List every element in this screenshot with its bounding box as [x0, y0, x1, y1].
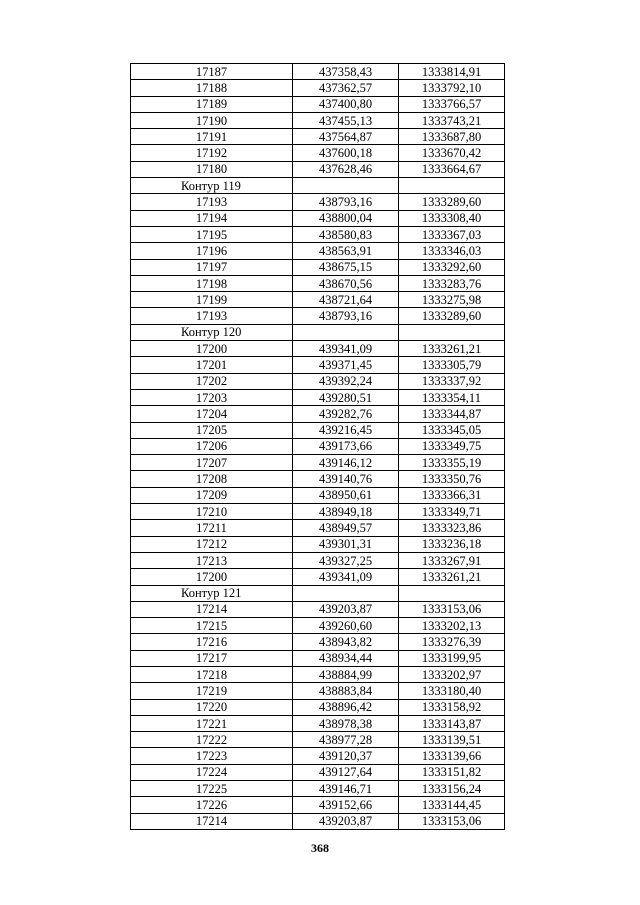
y-coordinate-cell: 1333743,21: [399, 112, 505, 128]
point-number-cell: 17222: [131, 732, 293, 748]
y-coordinate-cell: 1333814,91: [399, 64, 505, 80]
x-coordinate-cell: 438949,18: [293, 504, 399, 520]
contour-label: Контур 121: [131, 585, 293, 601]
y-coordinate-cell: 1333156,24: [399, 781, 505, 797]
point-number-cell: 17187: [131, 64, 293, 80]
table-row: [131, 552, 505, 568]
x-coordinate-cell: 439301,31: [293, 536, 399, 552]
table-row: [131, 389, 505, 405]
table-row: [131, 618, 505, 634]
point-number-cell: 17224: [131, 764, 293, 780]
y-coordinate-cell: 1333664,67: [399, 161, 505, 177]
x-coordinate-cell: 439152,66: [293, 797, 399, 813]
empty-cell: [399, 324, 505, 340]
x-coordinate-cell: 438884,99: [293, 666, 399, 682]
y-coordinate-cell: 1333345,05: [399, 422, 505, 438]
point-number-cell: 17212: [131, 536, 293, 552]
table-row: [131, 699, 505, 715]
contour-header-row: [131, 178, 505, 194]
y-coordinate-cell: 1333792,10: [399, 80, 505, 96]
empty-cell: [293, 585, 399, 601]
point-number-cell: 17194: [131, 210, 293, 226]
y-coordinate-cell: 1333346,03: [399, 243, 505, 259]
point-number-cell: 17202: [131, 373, 293, 389]
coordinates-table: [130, 63, 505, 830]
y-coordinate-cell: 1333289,60: [399, 194, 505, 210]
point-number-cell: 17219: [131, 683, 293, 699]
table-row: [131, 748, 505, 764]
x-coordinate-cell: 439203,87: [293, 601, 399, 617]
point-number-cell: 17198: [131, 275, 293, 291]
point-number-cell: 17207: [131, 455, 293, 471]
table-row: [131, 308, 505, 324]
x-coordinate-cell: 439216,45: [293, 422, 399, 438]
x-coordinate-cell: 438675,15: [293, 259, 399, 275]
table-row: [131, 226, 505, 242]
table-row: [131, 601, 505, 617]
x-coordinate-cell: 439327,25: [293, 552, 399, 568]
point-number-cell: 17220: [131, 699, 293, 715]
x-coordinate-cell: 438896,42: [293, 699, 399, 715]
y-coordinate-cell: 1333202,13: [399, 618, 505, 634]
table-row: [131, 129, 505, 145]
table-row: [131, 666, 505, 682]
contour-label: Контур 119: [131, 178, 293, 194]
x-coordinate-cell: 439280,51: [293, 389, 399, 405]
x-coordinate-cell: 439127,64: [293, 764, 399, 780]
table-row: [131, 813, 505, 829]
x-coordinate-cell: 437400,80: [293, 96, 399, 112]
x-coordinate-cell: 438793,16: [293, 194, 399, 210]
x-coordinate-cell: 438721,64: [293, 292, 399, 308]
y-coordinate-cell: 1333289,60: [399, 308, 505, 324]
point-number-cell: 17180: [131, 161, 293, 177]
point-number-cell: 17204: [131, 406, 293, 422]
point-number-cell: 17193: [131, 194, 293, 210]
table-row: [131, 487, 505, 503]
x-coordinate-cell: 437564,87: [293, 129, 399, 145]
empty-cell: [293, 324, 399, 340]
table-row: [131, 569, 505, 585]
y-coordinate-cell: 1333283,76: [399, 275, 505, 291]
point-number-cell: 17206: [131, 438, 293, 454]
point-number-cell: 17226: [131, 797, 293, 813]
y-coordinate-cell: 1333199,95: [399, 650, 505, 666]
point-number-cell: 17195: [131, 226, 293, 242]
table-row: [131, 357, 505, 373]
table-row: [131, 292, 505, 308]
y-coordinate-cell: 1333305,79: [399, 357, 505, 373]
point-number-cell: 17197: [131, 259, 293, 275]
y-coordinate-cell: 1333202,97: [399, 666, 505, 682]
point-number-cell: 17223: [131, 748, 293, 764]
table-row: [131, 797, 505, 813]
y-coordinate-cell: 1333292,60: [399, 259, 505, 275]
table-row: [131, 471, 505, 487]
y-coordinate-cell: 1333323,86: [399, 520, 505, 536]
x-coordinate-cell: 437600,18: [293, 145, 399, 161]
x-coordinate-cell: 437362,57: [293, 80, 399, 96]
y-coordinate-cell: 1333158,92: [399, 699, 505, 715]
point-number-cell: 17213: [131, 552, 293, 568]
y-coordinate-cell: 1333153,06: [399, 601, 505, 617]
point-number-cell: 17191: [131, 129, 293, 145]
point-number-cell: 17208: [131, 471, 293, 487]
table-row: [131, 145, 505, 161]
x-coordinate-cell: 439371,45: [293, 357, 399, 373]
point-number-cell: 17214: [131, 601, 293, 617]
x-coordinate-cell: 439392,24: [293, 373, 399, 389]
point-number-cell: 17211: [131, 520, 293, 536]
table-row: [131, 112, 505, 128]
y-coordinate-cell: 1333261,21: [399, 569, 505, 585]
x-coordinate-cell: 439282,76: [293, 406, 399, 422]
empty-cell: [399, 178, 505, 194]
y-coordinate-cell: 1333349,71: [399, 504, 505, 520]
point-number-cell: 17200: [131, 341, 293, 357]
x-coordinate-cell: 438580,83: [293, 226, 399, 242]
table-row: [131, 520, 505, 536]
y-coordinate-cell: 1333139,66: [399, 748, 505, 764]
table-row: [131, 634, 505, 650]
y-coordinate-cell: 1333139,51: [399, 732, 505, 748]
y-coordinate-cell: 1333687,80: [399, 129, 505, 145]
point-number-cell: 17199: [131, 292, 293, 308]
empty-cell: [293, 178, 399, 194]
x-coordinate-cell: 439341,09: [293, 341, 399, 357]
contour-header-row: [131, 324, 505, 340]
point-number-cell: 17217: [131, 650, 293, 666]
table-row: [131, 275, 505, 291]
y-coordinate-cell: 1333153,06: [399, 813, 505, 829]
y-coordinate-cell: 1333308,40: [399, 210, 505, 226]
table-row: [131, 683, 505, 699]
x-coordinate-cell: 439146,12: [293, 455, 399, 471]
coordinates-table-body: [131, 64, 505, 830]
table-row: [131, 96, 505, 112]
point-number-cell: 17214: [131, 813, 293, 829]
table-row: [131, 650, 505, 666]
x-coordinate-cell: 438563,91: [293, 243, 399, 259]
contour-header-row: [131, 585, 505, 601]
x-coordinate-cell: 438978,38: [293, 715, 399, 731]
point-number-cell: 17218: [131, 666, 293, 682]
y-coordinate-cell: 1333367,03: [399, 226, 505, 242]
point-number-cell: 17190: [131, 112, 293, 128]
y-coordinate-cell: 1333236,18: [399, 536, 505, 552]
y-coordinate-cell: 1333180,40: [399, 683, 505, 699]
x-coordinate-cell: 438800,04: [293, 210, 399, 226]
table-row: [131, 455, 505, 471]
y-coordinate-cell: 1333267,91: [399, 552, 505, 568]
table-row: [131, 194, 505, 210]
y-coordinate-cell: 1333366,31: [399, 487, 505, 503]
point-number-cell: 17200: [131, 569, 293, 585]
page-number: 368: [311, 841, 329, 855]
y-coordinate-cell: 1333355,19: [399, 455, 505, 471]
y-coordinate-cell: 1333349,75: [399, 438, 505, 454]
x-coordinate-cell: 438950,61: [293, 487, 399, 503]
table-row: [131, 243, 505, 259]
y-coordinate-cell: 1333143,87: [399, 715, 505, 731]
x-coordinate-cell: 439203,87: [293, 813, 399, 829]
x-coordinate-cell: 438934,44: [293, 650, 399, 666]
table-row: [131, 764, 505, 780]
point-number-cell: 17216: [131, 634, 293, 650]
x-coordinate-cell: 439173,66: [293, 438, 399, 454]
table-row: [131, 210, 505, 226]
table-row: [131, 781, 505, 797]
table-row: [131, 438, 505, 454]
table-row: [131, 732, 505, 748]
table-row: [131, 64, 505, 80]
point-number-cell: 17189: [131, 96, 293, 112]
empty-cell: [399, 585, 505, 601]
x-coordinate-cell: 438883,84: [293, 683, 399, 699]
x-coordinate-cell: 438670,56: [293, 275, 399, 291]
table-row: [131, 715, 505, 731]
point-number-cell: 17215: [131, 618, 293, 634]
y-coordinate-cell: 1333275,98: [399, 292, 505, 308]
x-coordinate-cell: 438977,28: [293, 732, 399, 748]
table-row: [131, 406, 505, 422]
table-row: [131, 504, 505, 520]
contour-label: Контур 120: [131, 324, 293, 340]
y-coordinate-cell: 1333670,42: [399, 145, 505, 161]
point-number-cell: 17210: [131, 504, 293, 520]
y-coordinate-cell: 1333276,39: [399, 634, 505, 650]
point-number-cell: 17221: [131, 715, 293, 731]
y-coordinate-cell: 1333144,45: [399, 797, 505, 813]
point-number-cell: 17201: [131, 357, 293, 373]
y-coordinate-cell: 1333261,21: [399, 341, 505, 357]
point-number-cell: 17192: [131, 145, 293, 161]
x-coordinate-cell: 439140,76: [293, 471, 399, 487]
x-coordinate-cell: 439341,09: [293, 569, 399, 585]
table-row: [131, 259, 505, 275]
table-row: [131, 536, 505, 552]
y-coordinate-cell: 1333350,76: [399, 471, 505, 487]
table-row: [131, 80, 505, 96]
x-coordinate-cell: 437628,46: [293, 161, 399, 177]
table-row: [131, 422, 505, 438]
y-coordinate-cell: 1333337,92: [399, 373, 505, 389]
point-number-cell: 17188: [131, 80, 293, 96]
y-coordinate-cell: 1333151,82: [399, 764, 505, 780]
table-row: [131, 341, 505, 357]
x-coordinate-cell: 439146,71: [293, 781, 399, 797]
point-number-cell: 17203: [131, 389, 293, 405]
x-coordinate-cell: 437358,43: [293, 64, 399, 80]
x-coordinate-cell: 437455,13: [293, 112, 399, 128]
point-number-cell: 17209: [131, 487, 293, 503]
table-row: [131, 373, 505, 389]
y-coordinate-cell: 1333766,57: [399, 96, 505, 112]
x-coordinate-cell: 439260,60: [293, 618, 399, 634]
point-number-cell: 17196: [131, 243, 293, 259]
y-coordinate-cell: 1333354,11: [399, 389, 505, 405]
y-coordinate-cell: 1333344,87: [399, 406, 505, 422]
x-coordinate-cell: 438943,82: [293, 634, 399, 650]
point-number-cell: 17193: [131, 308, 293, 324]
table-row: [131, 161, 505, 177]
x-coordinate-cell: 438793,16: [293, 308, 399, 324]
point-number-cell: 17205: [131, 422, 293, 438]
x-coordinate-cell: 439120,37: [293, 748, 399, 764]
point-number-cell: 17225: [131, 781, 293, 797]
x-coordinate-cell: 438949,57: [293, 520, 399, 536]
